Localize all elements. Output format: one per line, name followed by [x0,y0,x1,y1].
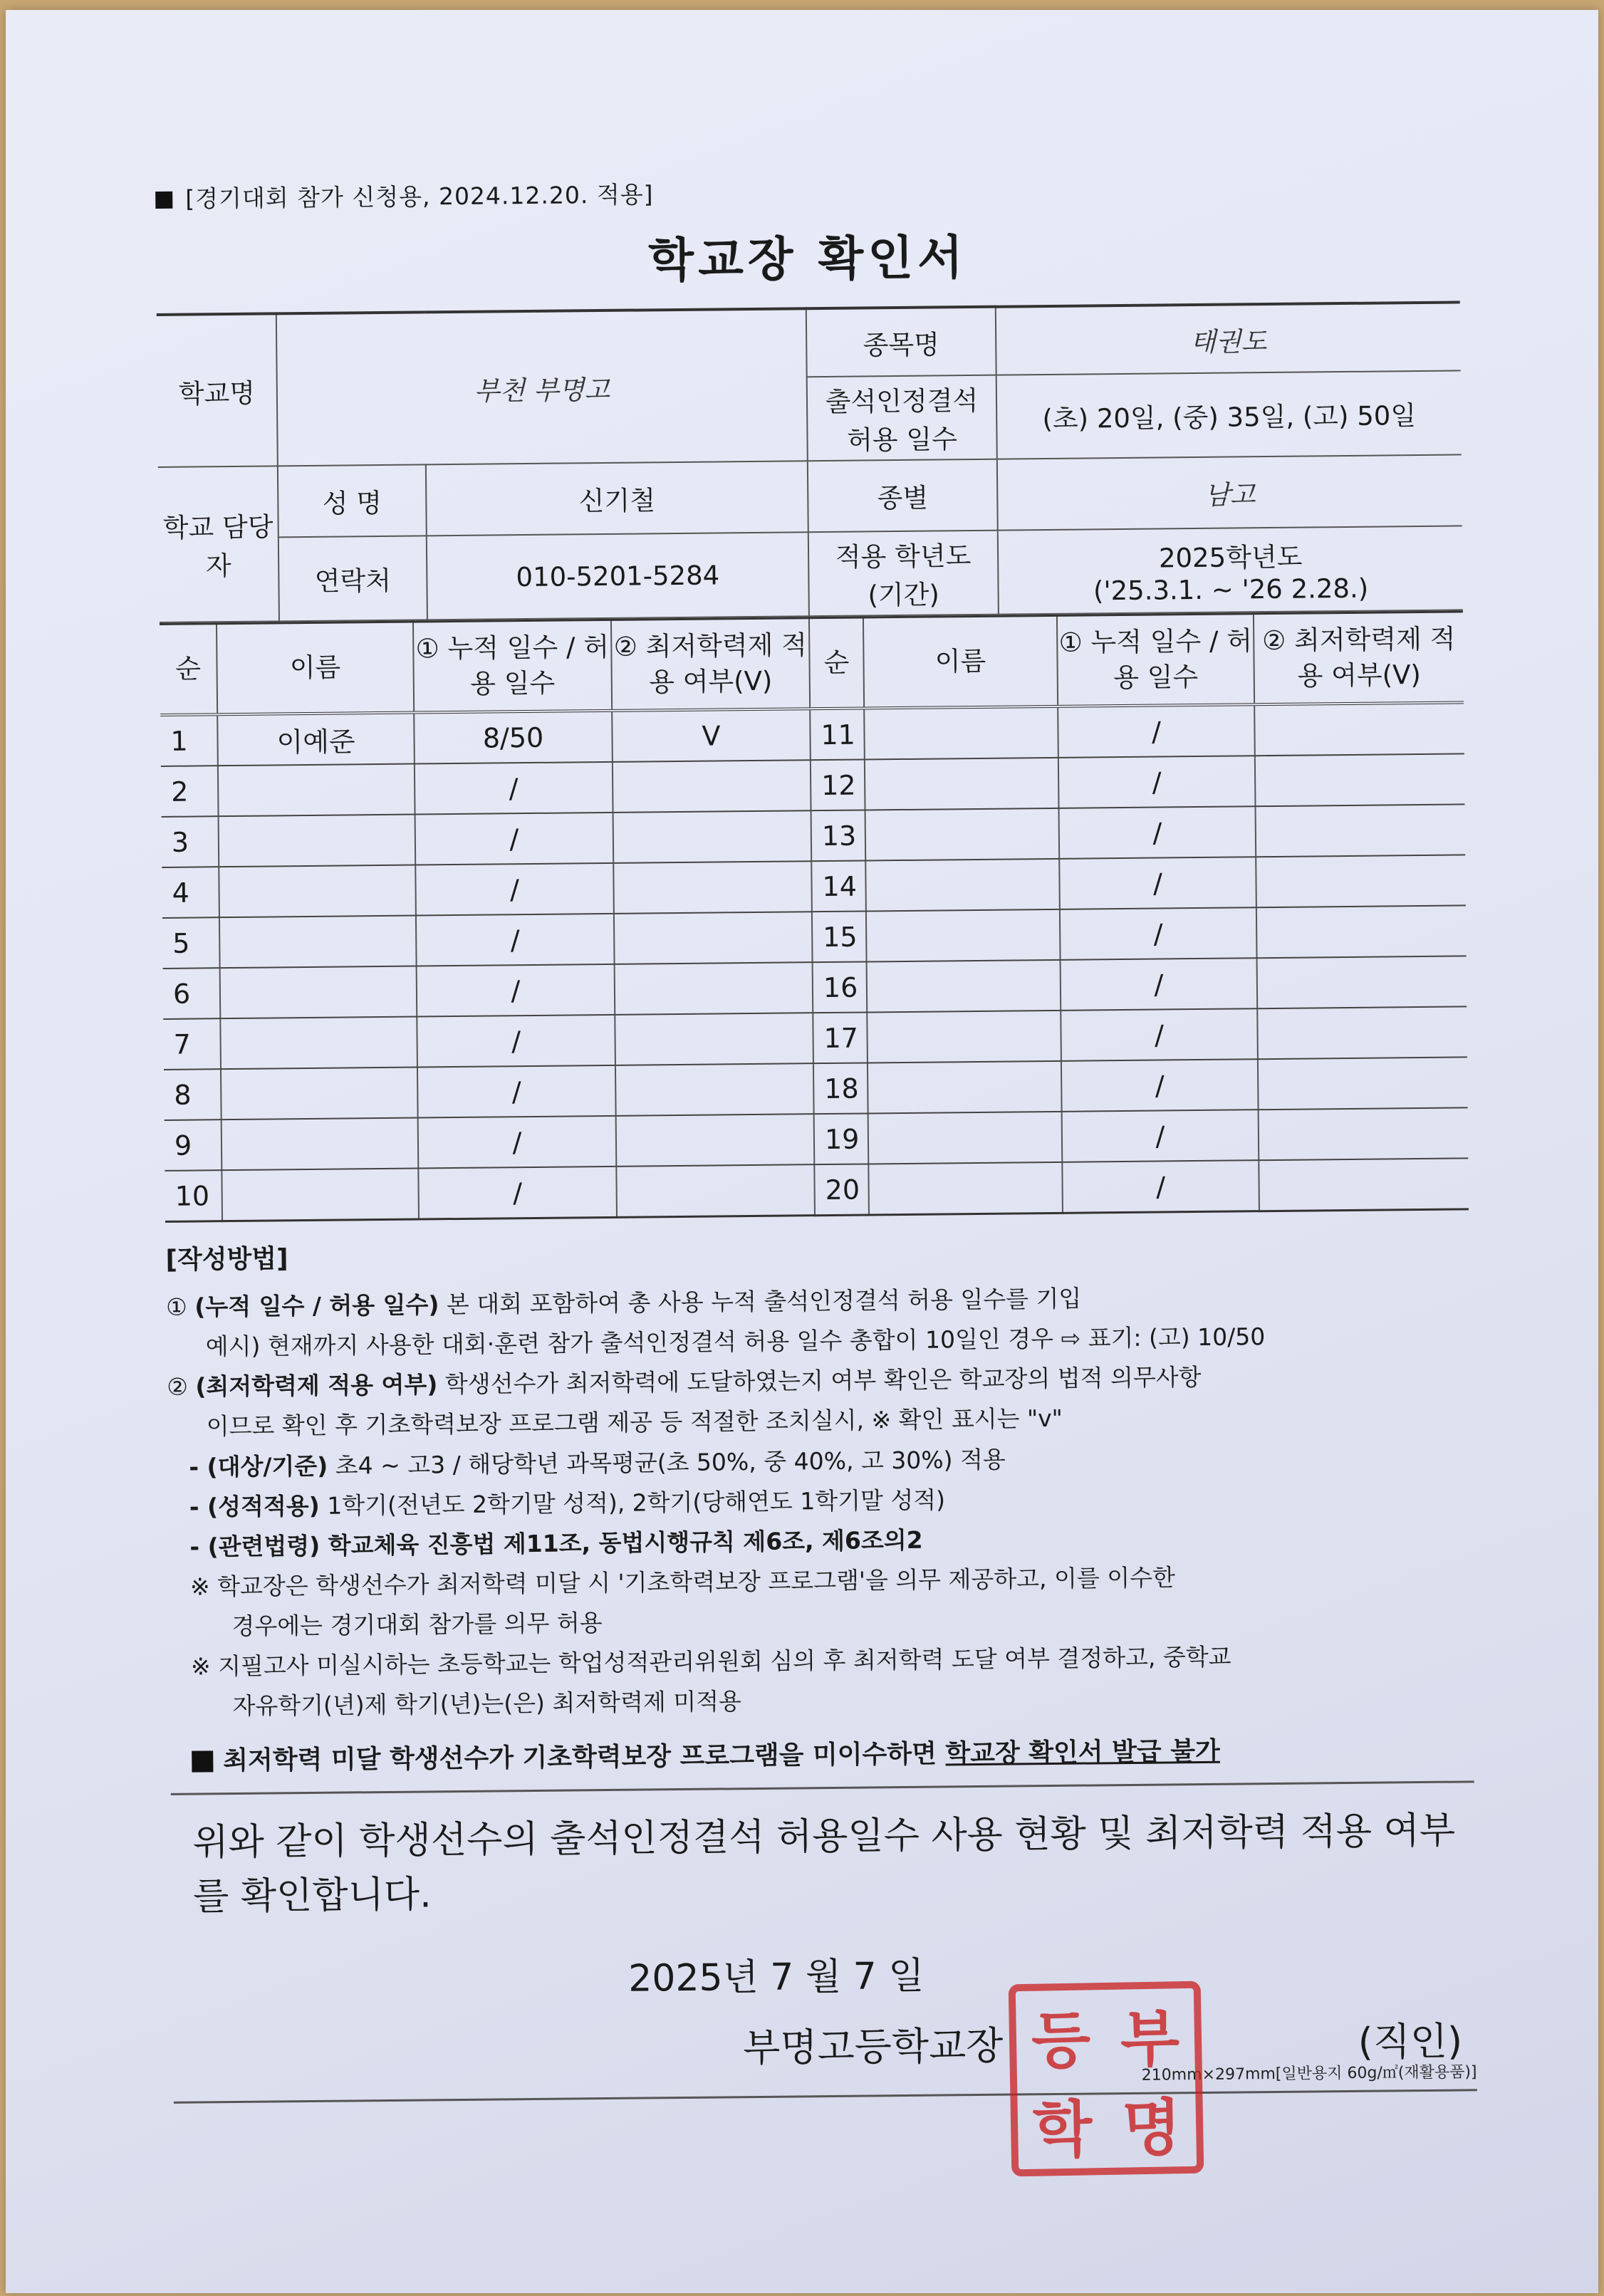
info-table [157,301,1463,623]
guide-final-note: 최저학력 미달 학생선수가 기초학력보장 프로그램을 미이수하면 학교장 확인서 발급 불가 [170,1728,1474,1784]
guide-item-1-example: 예시) 현재까지 사용한 대회·훈련 참가 출석인정결석 허용 일수 총합이 10일인 경우 ⇨ 표기: (고) 10/50 [205,1322,1266,1361]
square-bullet-icon [155,192,172,209]
year-value: 2025학년도 ('25.3.1. ~ '26 2.28.) [998,526,1463,614]
row-no: 19 [814,1113,869,1164]
row-min-check [1256,855,1466,907]
school-name-value: 부천 부명고 [276,308,808,466]
form-sheet [155,168,1477,2104]
row-no: 5 [162,917,220,969]
paper-spec: 210mm×297mm[일반용지 60g/㎡(재활용품)] [1141,2063,1477,2085]
header-days: ① 누적 일수 / 허용 일수 [1057,614,1254,706]
row-days: / [1062,1110,1259,1162]
row-name [867,1011,1061,1063]
guide-sub-2: - (성적적용) 1학기(전년도 2학기말 성적), 2학기(당해연도 1학기말 성적) [189,1486,946,1521]
row-days: / [1060,907,1257,960]
header-no: 순 [809,617,864,709]
seal-label: (직인) [1358,2018,1463,2065]
row-name [222,1118,419,1171]
row-name [219,865,416,918]
row-no: 3 [162,816,219,867]
issue-date: 2025년 7 월 7 일 [627,1954,925,2000]
row-no: 15 [812,911,867,962]
bottom-rule [174,2063,1477,2104]
row-min-check [613,861,812,914]
guide-item-1: ① (누적 일수 / 허용 일수) 본 대회 포함하여 총 사용 누적 출석인정결석 허용 일수를 기입 [165,1284,1082,1322]
row-min-check [614,912,813,964]
row-no: 20 [814,1164,869,1215]
gender-label: 종별 [808,459,998,533]
guide-item-2: ② (최저학력제 적용 여부) 학생선수가 최저학력에 도달하였는지 여부 확인은 학교장의 법적 의무사항 [167,1363,1202,1402]
row-no: 17 [813,1012,868,1063]
row-days: 8/50 [414,711,613,764]
row-name [868,1162,1063,1215]
header-note: [경기대회 참가 신청용, 2024.12.20. 적용] [155,168,1459,214]
row-min-check [615,1063,814,1116]
row-days: / [416,914,615,966]
row-no: 7 [163,1018,221,1070]
guide-note-2: ※ 지필고사 미실시하는 초등학교는 학업성적관리위원회 심의 후 최저학력 도달 여부 결정하고, 중학교 [190,1642,1231,1681]
row-min-check [1255,753,1465,806]
row-min-check [1256,804,1466,857]
roster-header-row [160,612,1464,715]
row-min-check [616,1114,815,1167]
row-name [219,815,416,867]
row-no: 10 [165,1170,222,1221]
row-days: / [417,1015,615,1068]
row-name [865,758,1059,810]
row-no: 14 [811,860,866,912]
row-days: / [1062,1160,1259,1213]
guide-note-2-cont: 자유학기(년)제 학기(년)는(은) 최저학력제 미적용 [232,1687,742,1721]
year-label: 적용 학년도 (기간) [808,531,999,617]
row-min-check: V [612,709,811,762]
row-name: 이예준 [217,713,415,766]
row-min-check [615,1013,813,1065]
row-no: 11 [810,708,865,760]
row-days: / [1061,1008,1258,1061]
row-days: / [1061,958,1258,1011]
row-days: / [417,964,615,1017]
row-min-check [1256,905,1467,958]
writing-guide [165,1226,1474,1783]
row-name [867,960,1061,1013]
contact-value: 010-5201-5284 [427,532,809,620]
header-name: 이름 [217,622,414,714]
row-min-check [1254,702,1464,756]
row-min-check [1258,1057,1468,1110]
guide-item-2-cont: 이므로 확인 후 기초학력보장 프로그램 제공 등 적절한 조치실시, ※ 확인 표시는 "v" [206,1404,1063,1441]
row-name [865,859,1060,912]
row-name [866,909,1061,962]
sport-label: 종목명 [806,307,996,377]
row-days: / [1061,1059,1259,1112]
row-no: 1 [160,714,218,766]
guide-note-1: ※ 학교장은 학생선수가 최저학력 미달 시 '기초학력보장 프로그램'을 의무 제공하고, 이를 이수한 [189,1563,1176,1601]
gender-value: 남고 [997,454,1462,530]
school-signature: 부명고등학교장 [742,2023,1004,2071]
row-no: 8 [164,1069,222,1120]
row-no: 13 [811,810,866,861]
confirm-statement: 위와 같이 학생선수의 출석인정결석 허용일수 사용 현황 및 최저학력 적용 여부를 확인합니다. [192,1809,1456,1919]
row-name [220,966,417,1019]
guide-sub-1: - (대상/기준) 초4 ~ 고3 / 해당학년 과목평균(초 50%, 중 40%, 고 30%) 적용 [189,1445,1006,1481]
row-days: / [415,863,614,916]
row-name [221,1068,418,1120]
row-days: / [1058,756,1256,808]
header-min: ② 최저학력제 적용 여부(V) [1254,612,1464,704]
row-min-check [1257,1006,1467,1059]
arrow-box-icon [192,1751,213,1773]
school-name-label: 학교명 [157,313,278,467]
row-min-check [1259,1158,1469,1211]
header-min: ② 최저학력제 적용 여부(V) [611,618,810,711]
allowed-days-label: 출석인정결석 허용 일수 [807,375,997,461]
row-min-check [613,810,812,863]
row-days: / [1059,806,1256,859]
row-min-check [616,1164,815,1217]
row-min-check [615,962,813,1015]
guide-note-1-cont: 경우에는 경기대회 참가를 의무 허용 [231,1609,603,1640]
sport-value: 태권도 [996,302,1461,375]
row-days: / [1058,704,1255,758]
section-divider [171,1781,1474,1796]
guide-title: [작성방법] [165,1244,288,1275]
row-min-check [613,760,811,813]
roster-table [160,610,1469,1223]
row-no: 12 [811,759,865,810]
roster-body [160,612,1469,1222]
row-days: / [415,762,613,815]
row-days: / [418,1167,617,1219]
row-no: 6 [163,968,221,1019]
manager-label: 학교 담당자 [158,466,279,622]
row-days: / [418,1116,617,1169]
row-days: / [415,813,614,865]
row-no: 18 [813,1063,868,1114]
row-name [219,916,417,969]
row-min-check [1259,1107,1469,1160]
header-days: ① 누적 일수 / 허용 일수 [413,620,612,712]
row-min-check [1257,956,1467,1008]
page-title: 학교장 확인서 [647,230,968,288]
row-no: 16 [813,961,868,1013]
guide-sub-3: - (관련법령) 학교체육 진흥법 제11조, 동법시행규칙 제6조, 제6조의2 [189,1525,923,1561]
name-value: 신기철 [426,461,808,536]
row-days: / [1059,857,1256,909]
header-no: 순 [160,624,217,715]
row-days: / [417,1065,616,1118]
header-name: 이름 [863,615,1058,708]
row-name [218,764,415,817]
row-name [868,1112,1063,1164]
document-paper [6,10,1598,2293]
row-name [220,1017,417,1070]
row-name [222,1169,419,1221]
row-no: 2 [161,766,219,817]
contact-label: 연락처 [278,536,427,621]
name-label: 성 명 [278,464,427,537]
row-name [865,808,1060,861]
row-name [864,706,1058,760]
row-name [868,1061,1062,1114]
row-no: 4 [162,867,219,918]
allowed-days-value: (초) 20일, (중) 35일, (고) 50일 [996,370,1462,459]
official-seal-stamp: 등 부 학 명 [1009,1981,1204,2177]
row-no: 9 [165,1120,222,1171]
